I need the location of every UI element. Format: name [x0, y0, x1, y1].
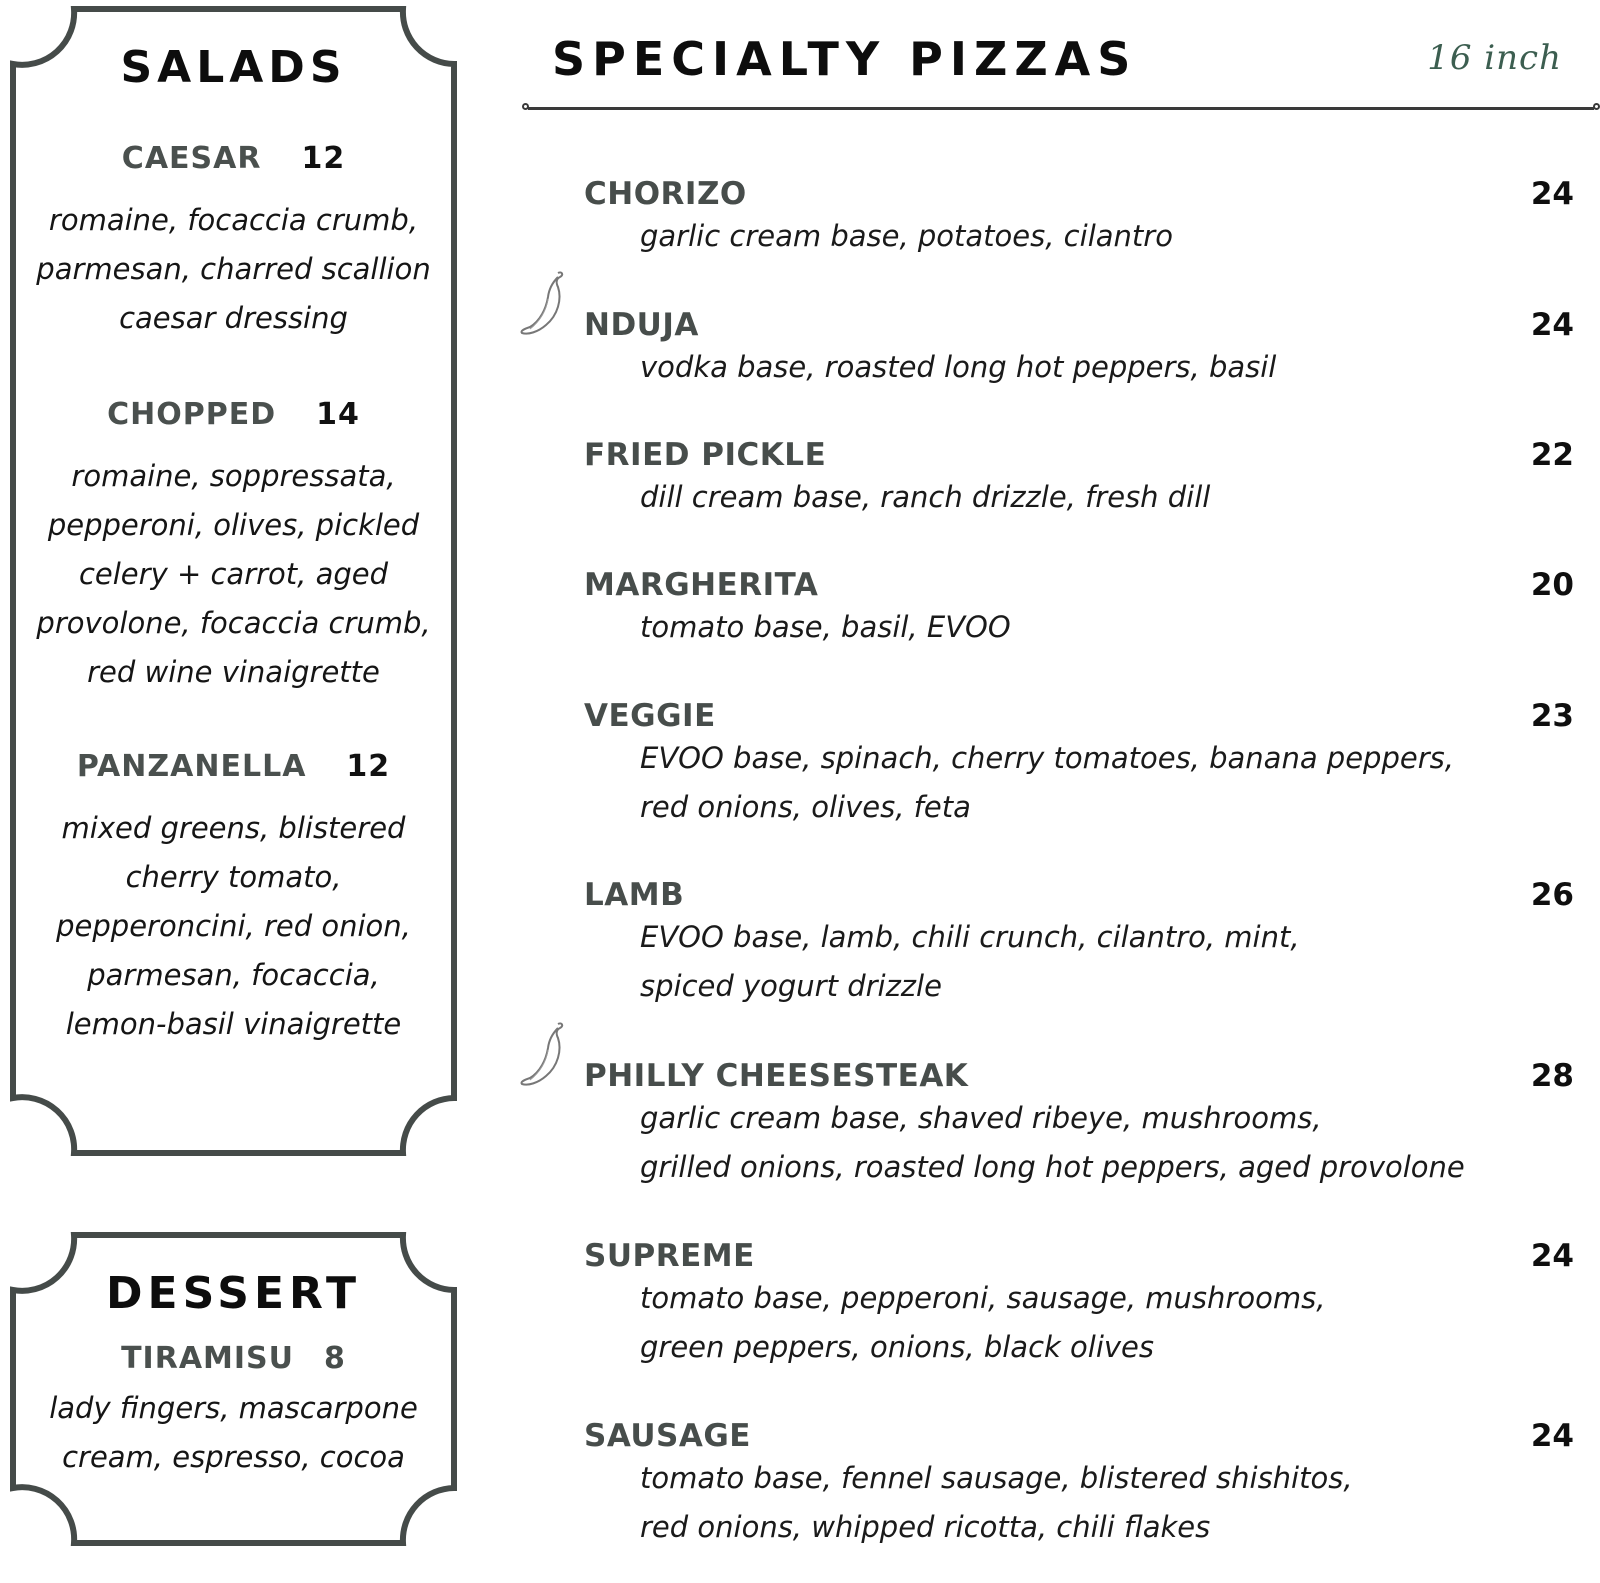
menu-item [10, 397, 457, 697]
item-description: romaine, soppressata, pepperoni, olives, pickled celery + carrot, aged provolone, focaccia crumb, red wine vinaigrette [36, 459, 431, 689]
pizza-description: tomato base, pepperoni, sausage, mushrooms, green peppers, onions, black olives [640, 1281, 1326, 1364]
pizza-item [584, 567, 1574, 652]
item-name: PANZANELLA [76, 749, 307, 784]
pizza-name: NDUJA [584, 307, 699, 343]
chili-pepper-icon [518, 269, 568, 339]
pizza-item [584, 1058, 1574, 1192]
pizza-item [584, 877, 1574, 1011]
pizza-name: VEGGIE [584, 698, 716, 734]
pizza-item [584, 176, 1574, 261]
pizza-description: EVOO base, spinach, cherry tomatoes, banana peppers, red onions, olives, feta [640, 741, 1454, 824]
pizza-description: vodka base, roasted long hot peppers, basil [640, 350, 1277, 384]
chili-pepper-icon [518, 1020, 568, 1090]
pizza-size-label: 16 inch [1427, 38, 1562, 78]
dessert-title: DESSERT [106, 1268, 361, 1319]
pizza-description: garlic cream base, shaved ribeye, mushrooms, grilled onions, roasted long hot peppers, aged provolone [640, 1101, 1465, 1184]
pizza-description: tomato base, basil, EVOO [640, 610, 1011, 644]
pizza-name: SAUSAGE [584, 1418, 751, 1454]
pizza-price: 24 [1530, 1238, 1574, 1274]
item-price: 12 [346, 749, 391, 784]
pizza-price: 24 [1530, 176, 1574, 212]
salads-title: SALADS [120, 42, 347, 93]
title-divider [528, 107, 1594, 110]
pizza-name: CHORIZO [584, 176, 747, 212]
pizzas-title: SPECIALTY PIZZAS [552, 32, 1138, 86]
pizza-description: garlic cream base, potatoes, cilantro [640, 219, 1173, 253]
menu-item [10, 141, 457, 343]
pizza-price: 23 [1530, 698, 1574, 734]
pizza-price: 24 [1530, 307, 1574, 343]
dessert-section [10, 1232, 457, 1546]
pizza-item [584, 1418, 1574, 1552]
menu-item [10, 1341, 457, 1482]
pizza-description: tomato base, fennel sausage, blistered shishitos, red onions, whipped ricotta, chili flakes [640, 1461, 1353, 1544]
pizza-name: SUPREME [584, 1238, 755, 1274]
item-price: 8 [324, 1341, 346, 1376]
pizza-price: 20 [1530, 567, 1574, 603]
pizza-price: 28 [1530, 1058, 1574, 1094]
pizza-price: 26 [1530, 877, 1574, 913]
divider-end-dot [522, 103, 529, 110]
pizza-price: 22 [1530, 437, 1574, 473]
pizza-item [584, 307, 1574, 392]
item-description: romaine, focaccia crumb, parmesan, charred scallion caesar dressing [36, 203, 431, 335]
pizza-name: PHILLY CHEESESTEAK [584, 1058, 969, 1094]
pizza-description: EVOO base, lamb, chili crunch, cilantro, mint, spiced yogurt drizzle [640, 920, 1300, 1003]
pizza-price: 24 [1530, 1418, 1574, 1454]
pizza-name: FRIED PICKLE [584, 437, 827, 473]
pizza-item [584, 698, 1574, 832]
pizza-name: MARGHERITA [584, 567, 819, 603]
item-name: TIRAMISU [121, 1341, 295, 1376]
item-description: lady fingers, mascarpone cream, espresso, cocoa [49, 1391, 418, 1474]
pizza-item [584, 437, 1574, 522]
divider-end-dot [1593, 103, 1600, 110]
item-name: CAESAR [121, 141, 262, 176]
salads-section [10, 6, 457, 1156]
item-name: CHOPPED [107, 397, 277, 432]
item-price: 14 [316, 397, 360, 432]
menu-item [10, 749, 457, 1049]
pizza-item [584, 1238, 1574, 1372]
pizza-name: LAMB [584, 877, 685, 913]
item-price: 12 [301, 141, 346, 176]
pizza-description: dill cream base, ranch drizzle, fresh dill [640, 480, 1211, 514]
item-description: mixed greens, blistered cherry tomato, pepperoncini, red onion, parmesan, focaccia, lemon-basil vinaigrette [56, 811, 411, 1041]
